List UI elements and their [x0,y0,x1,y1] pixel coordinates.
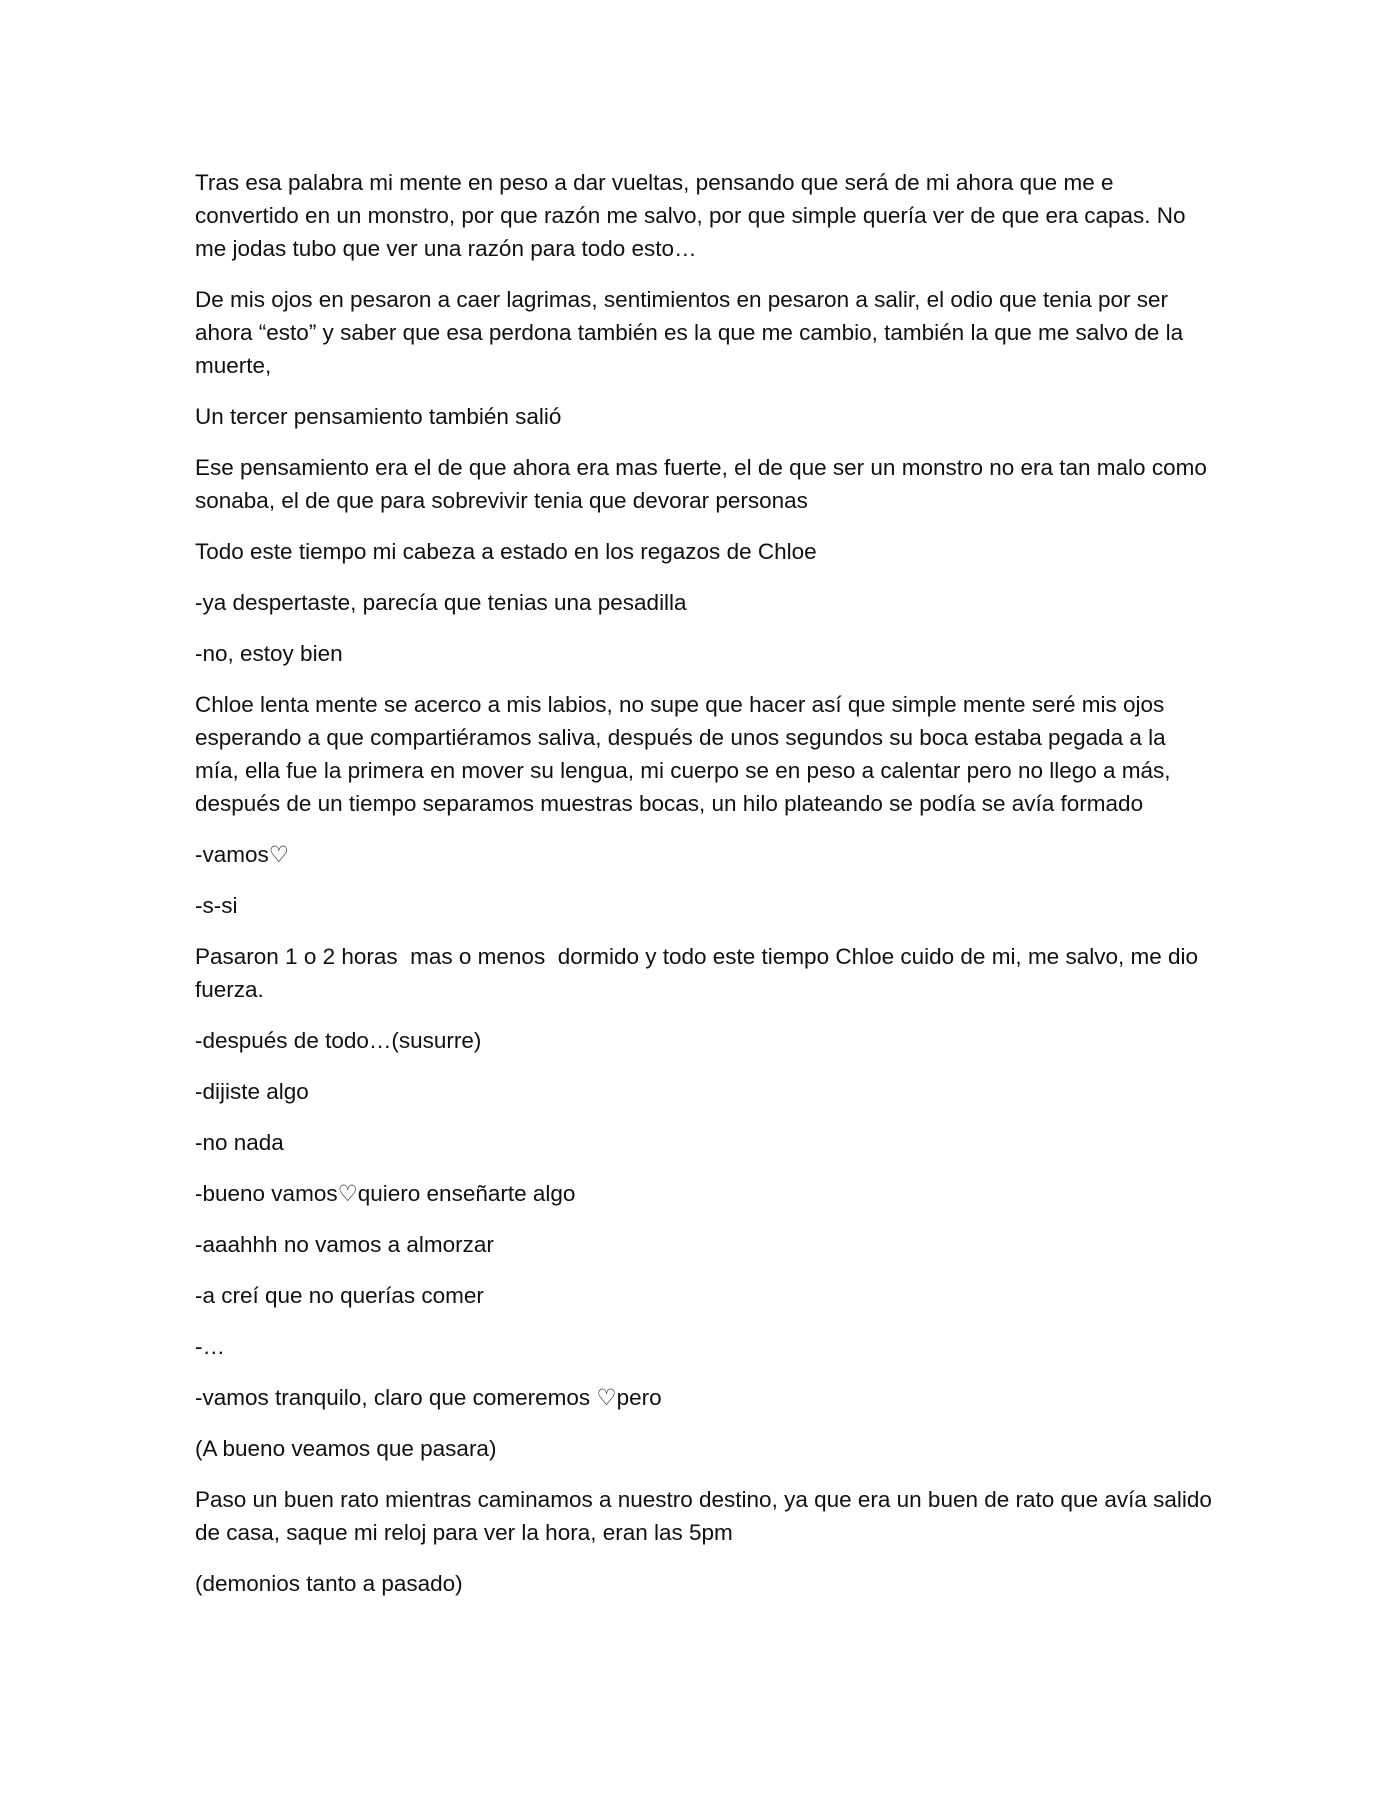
dialogue-line: -… [195,1334,225,1359]
paragraph: Un tercer pensamiento también salió [195,404,562,429]
paragraph: Ese pensamiento era el de que ahora era mas fuerte, el de que ser un monstro no era tan malo como sonaba, el de que para sobrevivir tenia que devorar personas [195,455,1214,513]
thought-line: (demonios tanto a pasado) [195,1571,463,1596]
document-page [195,166,1219,1618]
paragraph: Pasaron 1 o 2 horas mas o menos dormido y todo este tiempo Chloe cuido de mi, me salvo, me dio fuerza. [195,944,1205,1002]
dialogue-line: -s-si [195,893,238,918]
dialogue-line: -bueno vamos♡quiero enseñarte algo [195,1181,576,1206]
paragraph: Todo este tiempo mi cabeza a estado en los regazos de Chloe [195,539,817,564]
dialogue-line: -no nada [195,1130,284,1155]
dialogue-line: -dijiste algo [195,1079,309,1104]
dialogue-line: -después de todo…(susurre) [195,1028,482,1053]
dialogue-line: -no, estoy bien [195,641,343,666]
dialogue-line: -aaahhh no vamos a almorzar [195,1232,494,1257]
dialogue-line: -vamos♡ [195,842,289,867]
paragraph: Tras esa palabra mi mente en peso a dar vueltas, pensando que será de mi ahora que me e convertido en un monstro, por que razón me salvo, por que simple quería ver de que era capas. No me jodas tubo que ver una razón para todo esto… [195,170,1192,261]
thought-line: (A bueno veamos que pasara) [195,1436,497,1461]
paragraph: Paso un buen rato mientras caminamos a nuestro destino, ya que era un buen de rato que avía salido de casa, saque mi reloj para ver la hora, eran las 5pm [195,1487,1219,1545]
dialogue-line: -vamos tranquilo, claro que comeremos ♡pero [195,1385,662,1410]
paragraph: De mis ojos en pesaron a caer lagrimas, sentimientos en pesaron a salir, el odio que tenia por ser ahora “esto” y saber que esa perdona también es la que me cambio, también la que me salvo de la muerte, [195,287,1190,378]
dialogue-line: -a creí que no querías comer [195,1283,484,1308]
paragraph: Chloe lenta mente se acerco a mis labios, no supe que hacer así que simple mente seré mis ojos esperando a que compartiéramos saliva, después de unos segundos su boca estaba pegada a la mía, ella fue la primera en mover su lengua, mi cuerpo se en peso a calentar pero no llego a más, después de un tiempo separamos muestras bocas, un hilo plateando se podía se avía formado [195,692,1177,816]
dialogue-line: -ya despertaste, parecía que tenias una pesadilla [195,590,687,615]
